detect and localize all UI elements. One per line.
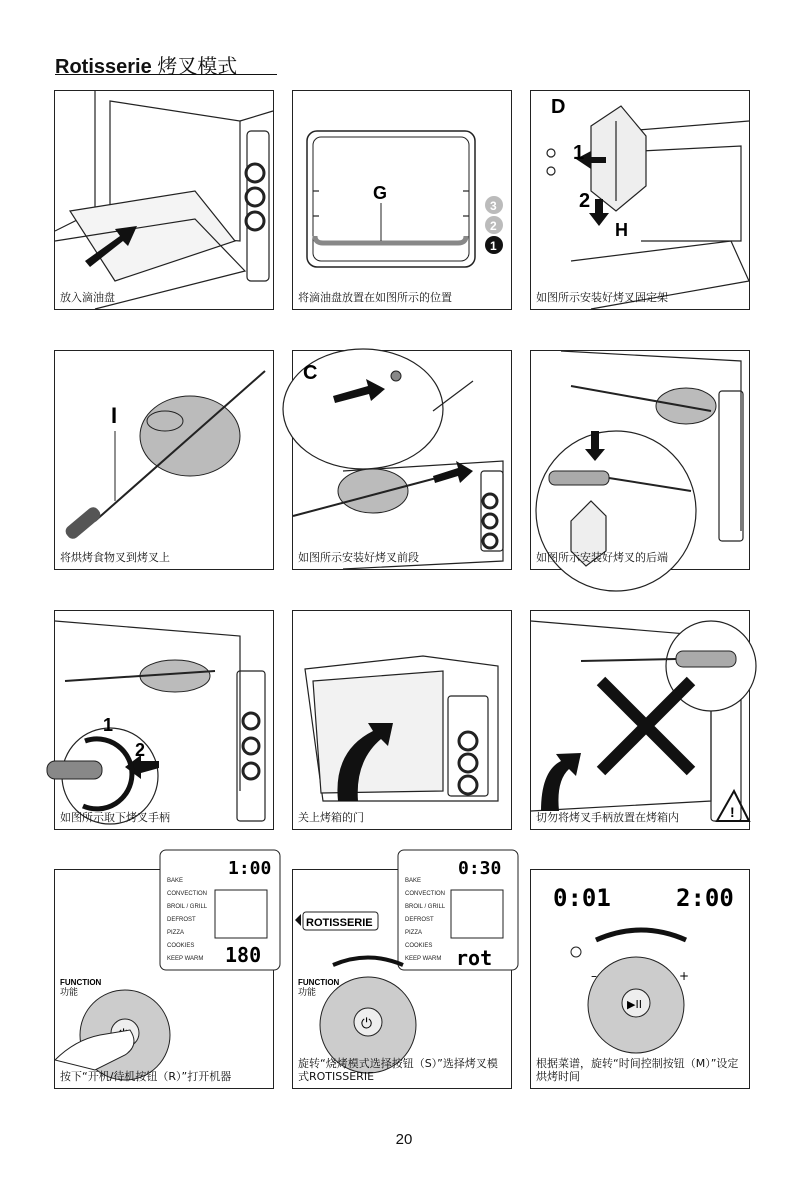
step-11-panel <box>292 858 512 1089</box>
display-time: 0:30 <box>458 858 502 879</box>
menu-broil: BROIL / GRILL <box>405 904 446 910</box>
title-english: Rotisserie <box>55 56 152 78</box>
clock-icon <box>571 947 581 957</box>
label-h: H <box>615 220 628 240</box>
menu-keep-warm: KEEP WARM <box>167 956 204 962</box>
step-8-caption: 关上烤箱的门 <box>298 811 364 824</box>
display-time-start: 0:01 <box>553 884 611 912</box>
label-g: G <box>373 183 388 203</box>
menu-cookies: COOKIES <box>167 943 195 949</box>
power-icon: ⏻ <box>361 1016 373 1032</box>
select-mode-illustration <box>293 858 511 1088</box>
step-1-caption: 放入滴油盘 <box>60 291 115 304</box>
step-11-caption: 旋转“烧烤模式选择按钮（S）”选择烤叉模式ROTISSERIE <box>298 1057 498 1083</box>
function-label-zh: 功能 <box>298 988 317 998</box>
label-i: I <box>111 403 118 428</box>
label-step-2: 2 <box>579 190 591 212</box>
do-not-x-icon <box>601 681 691 771</box>
menu-pizza: PIZZA <box>405 930 423 936</box>
menu-defrost: DEFROST <box>405 917 434 923</box>
step-10-panel <box>54 858 274 1089</box>
pointer-icon <box>295 914 301 926</box>
step-9-panel <box>530 610 750 830</box>
menu-defrost: DEFROST <box>167 917 196 923</box>
plus-label: + <box>679 969 690 983</box>
display-temperature: 180 <box>225 943 262 967</box>
menu-cookies: COOKIES <box>405 943 433 949</box>
spit-holder-illustration <box>531 91 749 309</box>
minus-label: – <box>591 969 597 983</box>
position-3-badge: 3 <box>490 199 497 213</box>
step-2-panel <box>292 90 512 310</box>
menu-convection: CONVECTION <box>405 891 446 897</box>
function-label-en: FUNCTION <box>298 978 340 987</box>
step-5-caption: 如图所示安装好烤叉前段 <box>298 551 419 564</box>
label-step-2: 2 <box>135 740 146 760</box>
menu-keep-warm: KEEP WARM <box>405 956 442 962</box>
warning-handle-illustration <box>531 611 749 829</box>
menu-bake: BAKE <box>405 878 422 884</box>
title-underline <box>55 74 277 75</box>
rotate-arrow-icon <box>596 930 686 940</box>
step-2-caption: 将滴油盘放置在如图所示的位置 <box>298 291 452 304</box>
step-9-caption: 切勿将烤叉手柄放置在烤箱内 <box>536 811 679 824</box>
label-step-1: 1 <box>103 715 114 735</box>
step-6-panel <box>530 350 750 570</box>
rotisserie-callout: ROTISSERIE <box>306 917 373 929</box>
close-door-illustration <box>293 611 511 829</box>
step-5-panel <box>292 350 512 570</box>
play-pause-icon: ▶II <box>627 998 642 1011</box>
label-d: D <box>551 96 566 118</box>
label-c: C <box>303 362 318 384</box>
step-12-panel <box>530 869 750 1089</box>
set-time-illustration <box>531 870 749 1088</box>
oven-drip-tray-illustration <box>55 91 273 309</box>
function-label-zh: 功能 <box>60 988 79 998</box>
remove-handle-illustration <box>55 611 273 829</box>
rotate-arrow-icon <box>333 958 403 966</box>
step-4-caption: 将烘烤食物叉到烤叉上 <box>60 551 170 564</box>
position-2-badge: 2 <box>490 219 497 233</box>
insert-arrow-icon <box>541 753 581 811</box>
svg-text:!: ! <box>730 804 735 820</box>
step-12-caption: 根据菜谱，旋转“时间控制按钮（M）”设定烘烤时间 <box>536 1057 739 1083</box>
function-label-en: FUNCTION <box>60 978 102 987</box>
display-rot: rot <box>456 946 493 970</box>
step-3-panel <box>530 90 750 310</box>
menu-bake: BAKE <box>167 878 184 884</box>
menu-pizza: PIZZA <box>167 930 185 936</box>
step-3-caption: 如图所示安装好烤叉固定架 <box>536 291 668 304</box>
spit-rear-illustration <box>531 351 749 569</box>
step-8-panel <box>292 610 512 830</box>
step-10-caption: 按下“开机/待机按钮（R）”打开机器 <box>60 1070 232 1083</box>
display-time: 1:00 <box>228 858 272 879</box>
skewer-chicken-illustration <box>55 351 273 569</box>
position-1-badge: 1 <box>490 239 497 253</box>
menu-convection: CONVECTION <box>167 891 208 897</box>
tray-position-illustration <box>293 91 511 309</box>
menu-broil: BROIL / GRILL <box>167 904 208 910</box>
label-step-1: 1 <box>573 142 585 164</box>
step-1-panel <box>54 90 274 310</box>
power-on-illustration <box>55 858 273 1088</box>
step-4-panel <box>54 350 274 570</box>
page-number: 20 <box>395 1131 413 1148</box>
step-7-caption: 如图所示取下烤叉手柄 <box>60 811 170 824</box>
display-time-end: 2:00 <box>676 884 734 912</box>
title-chinese: 烤叉模式 <box>157 54 238 78</box>
step-7-panel <box>54 610 274 830</box>
spit-front-illustration <box>293 351 511 569</box>
step-6-caption: 如图所示安装好烤叉的后端 <box>536 551 668 564</box>
